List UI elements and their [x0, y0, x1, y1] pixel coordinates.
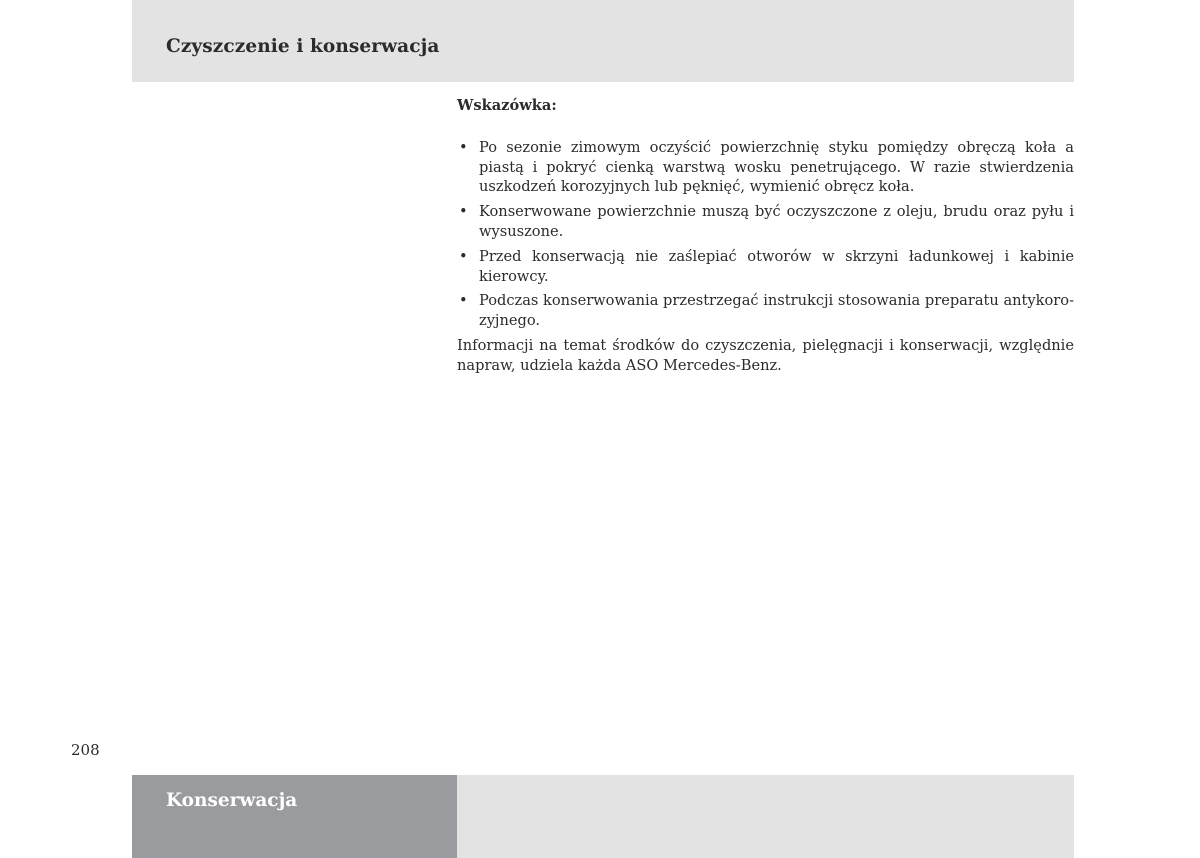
bullet-icon: •	[459, 138, 468, 156]
note-heading: Wskazówka:	[457, 97, 557, 114]
footer-band	[457, 775, 1074, 858]
bullet-icon: •	[459, 203, 468, 221]
bullet-item	[457, 202, 1074, 242]
bullet-text: Konserwowane powierzchnie muszą być oczyszczone z oleju, brudu oraz pyłu i wysuszone.	[479, 203, 1074, 240]
bullet-list	[457, 138, 1074, 331]
bullet-icon: •	[459, 292, 468, 310]
bullet-text: Podczas konserwowania przestrzegać instrukcji stosowania preparatu antykorozyjnego.	[479, 292, 1074, 330]
bullet-icon: •	[459, 247, 468, 265]
page-section-title: Czyszczenie i konserwacja	[166, 36, 440, 57]
bullet-text: Przed konserwacją nie zaślepiać otworów w skrzyni ładunkowej i kabinie kierowcy.	[479, 247, 1074, 285]
page-number: 208	[71, 741, 100, 759]
main-content	[457, 96, 1074, 376]
bullet-item	[457, 247, 1074, 287]
footer-section-tab	[132, 775, 457, 858]
footer-section-title: Konserwacja	[166, 790, 298, 811]
bullet-text: Po sezonie zimowym oczyścić powierzchnię styku pomiędzy obręczą koła a piastą i pokryć cienką warstwą wosku penetrującego. W razie stwierdzenia uszkodzeń korozyjnych lub pęknięć, wymienić obręcz koła.	[479, 138, 1074, 196]
bullet-item	[457, 138, 1074, 197]
info-paragraph: Informacji na temat środków do czyszczenia, pielęgnacji i konserwacji, względnie napraw, udziela każda ASO Mercedes-Benz.	[457, 336, 1074, 374]
bullet-item	[457, 291, 1074, 331]
